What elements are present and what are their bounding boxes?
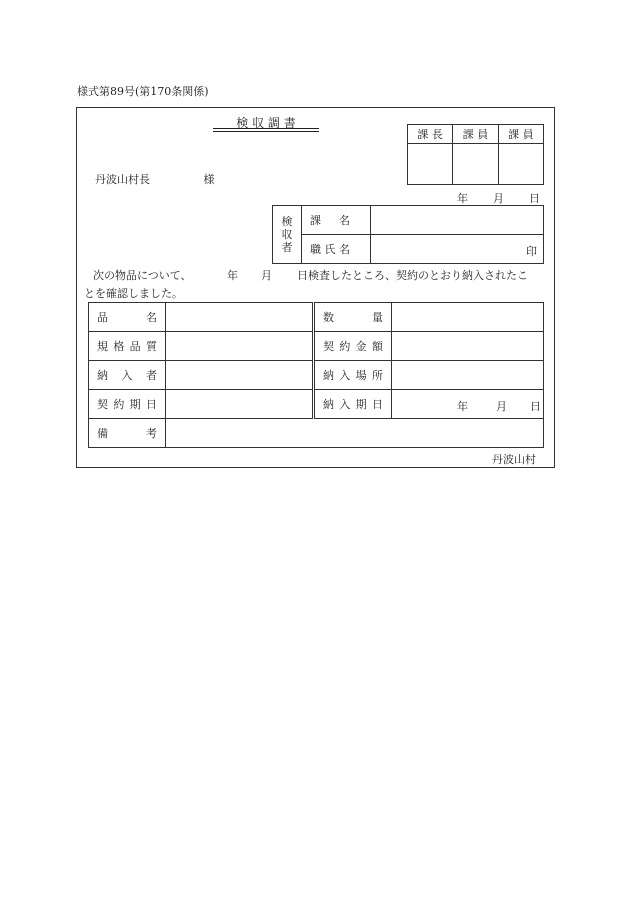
item-name-char-2: 名 — [146, 311, 157, 324]
approval-stamp-chief[interactable] — [408, 144, 453, 185]
goods-table — [88, 302, 544, 448]
inspector-char-3: 者 — [281, 241, 293, 254]
inspector-table — [272, 205, 544, 264]
delivery-date-char-4: 日 — [371, 398, 383, 411]
contract-date-label — [89, 390, 166, 419]
approval-stamp-staff-2[interactable] — [498, 144, 543, 185]
approval-header-staff-1: 課 員 — [453, 125, 498, 144]
delivery-day: 日 — [530, 400, 541, 413]
approval-header-chief: 課 長 — [408, 125, 453, 144]
approval-stamp-table — [407, 124, 544, 185]
delivery-place-char-4: 所 — [371, 369, 383, 382]
delivery-month: 月 — [496, 400, 507, 413]
section-label-char-2: 名 — [339, 214, 350, 227]
approval-stamp-staff-1[interactable] — [453, 144, 498, 185]
contract-date-char-2: 約 — [113, 398, 125, 411]
issuer-name: 丹波山村 — [492, 453, 536, 466]
contract-amount-char-2: 約 — [339, 340, 351, 353]
remarks-char-1: 備 — [97, 427, 108, 440]
date-month-label: 月 — [493, 192, 504, 205]
statement-part-2: 日検査したところ、契約のとおり納入されたこ — [297, 269, 528, 282]
section-label-char-1: 課 — [310, 214, 321, 227]
contract-amount-field[interactable] — [392, 332, 544, 361]
section-label — [302, 206, 371, 235]
statement-line-2: とを確認しました。 — [84, 287, 183, 300]
item-name-label — [89, 303, 166, 332]
inspector-char-1: 検 — [281, 215, 293, 228]
remarks-char-2: 考 — [146, 427, 157, 440]
statement-month: 月 — [261, 269, 272, 282]
seal-mark: 印 — [526, 245, 537, 258]
supplier-char-3: 者 — [146, 369, 157, 382]
addressee — [95, 171, 215, 187]
title-underline-2 — [213, 131, 319, 132]
inspector-char-2: 収 — [281, 228, 293, 241]
supplier-field[interactable] — [166, 361, 314, 390]
remarks-label — [89, 419, 166, 448]
spec-label — [89, 332, 166, 361]
contract-date-char-1: 契 — [97, 398, 108, 411]
date-year-label: 年 — [457, 192, 468, 205]
spec-field[interactable] — [166, 332, 314, 361]
delivery-date-label — [314, 390, 392, 419]
title-underline — [213, 128, 319, 129]
delivery-place-char-2: 入 — [339, 369, 351, 382]
delivery-place-char-1: 納 — [323, 369, 334, 382]
item-name-field[interactable] — [166, 303, 314, 332]
name-label-char-1: 職 — [310, 243, 321, 256]
section-value-field[interactable] — [371, 206, 544, 235]
supplier-char-1: 納 — [97, 369, 108, 382]
remarks-field[interactable] — [166, 419, 544, 448]
date-day-label: 日 — [529, 192, 540, 205]
spec-char-1: 規 — [97, 340, 108, 353]
delivery-date-char-2: 入 — [339, 398, 351, 411]
spec-char-4: 質 — [145, 340, 157, 353]
name-label — [302, 235, 371, 264]
delivery-place-field[interactable] — [392, 361, 544, 390]
delivery-year: 年 — [457, 400, 468, 413]
statement-year: 年 — [227, 269, 238, 282]
contract-date-char-3: 期 — [129, 398, 141, 411]
delivery-place-char-3: 場 — [355, 369, 367, 382]
addressee-name: 丹波山村長 — [95, 173, 150, 186]
contract-amount-char-1: 契 — [323, 340, 334, 353]
quantity-field[interactable] — [392, 303, 544, 332]
delivery-date-field[interactable] — [392, 390, 544, 419]
approval-header-staff-2: 課 員 — [498, 125, 543, 144]
quantity-char-2: 量 — [372, 311, 383, 324]
quantity-label — [314, 303, 392, 332]
item-name-char-1: 品 — [97, 311, 108, 324]
contract-date-char-4: 日 — [145, 398, 157, 411]
delivery-date-char-3: 期 — [355, 398, 367, 411]
supplier-label — [89, 361, 166, 390]
statement-line-1 — [93, 267, 553, 283]
statement-part-1: 次の物品について、 — [93, 269, 192, 282]
supplier-char-2: 入 — [121, 369, 133, 382]
contract-amount-char-4: 額 — [371, 340, 383, 353]
addressee-honorific: 様 — [203, 173, 215, 186]
name-label-char-3: 名 — [339, 243, 350, 256]
contract-date-field[interactable] — [166, 390, 314, 419]
delivery-date-char-1: 納 — [323, 398, 334, 411]
document-title: 検 収 調 書 — [236, 116, 296, 130]
contract-amount-char-3: 金 — [355, 340, 367, 353]
spec-char-3: 品 — [129, 340, 141, 353]
name-value-field[interactable] — [371, 235, 544, 264]
contract-amount-label — [314, 332, 392, 361]
quantity-char-1: 数 — [323, 311, 334, 324]
spec-char-2: 格 — [113, 340, 125, 353]
name-label-char-2: 氏 — [324, 243, 336, 256]
form-number-label: 様式第89号(第170条関係) — [77, 85, 209, 98]
inspector-vertical-label — [273, 206, 302, 264]
delivery-place-label — [314, 361, 392, 390]
